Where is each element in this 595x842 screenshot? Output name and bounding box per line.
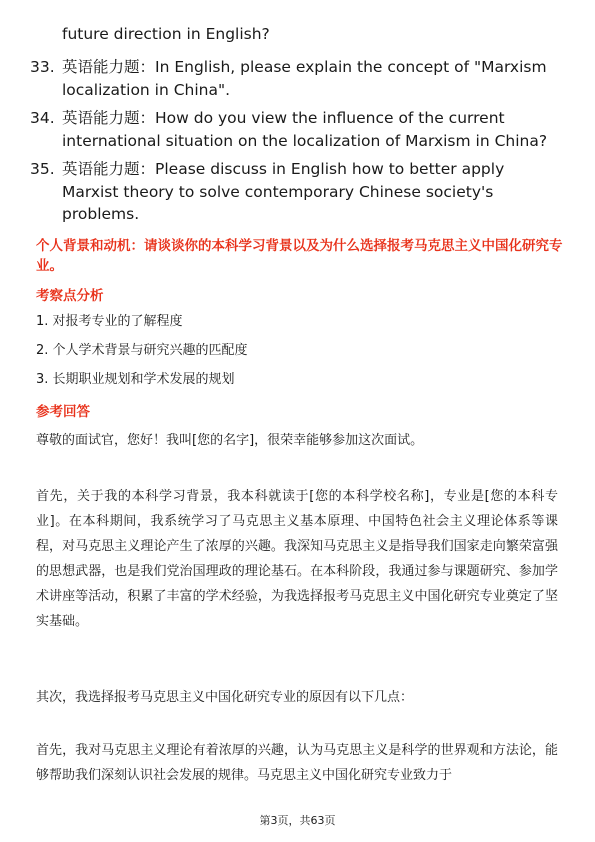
question-text: 英语能力题：Please discuss in English how to better apply Marxist theory to solve contemporary Chinese society's problems.: [62, 160, 505, 223]
question-number: 35.: [30, 160, 55, 178]
answer-paragraph: 尊敬的面试官，您好！我叫[您的名字]，很荣幸能够参加这次面试。: [36, 433, 424, 448]
answer-paragraph: 首先，关于我的本科学习背景，我本科就读于[您的本科学校名称]，专业是[您的本科专业]。在本科期间，我系统学习了马克思主义基本原理、中国特色社会主义理论体系等课程，对马克思主义理论产生了浓厚的兴趣。我深知马克思主义是指导我们国家走向繁荣富强的思想武器，也是我们党治国理政的理论基石。在本科阶段，我通过参与课题研究、参加学术讲座等活动，积累了丰富的学术经验，为我选择报考马克思主义中国化研究专业奠定了坚实基础。: [36, 489, 558, 629]
background-question-heading: 个人背景和动机：请谈谈你的本科学习背景以及为什么选择报考马克思主义中国化研究专业。: [36, 238, 563, 274]
analysis-point: 3. 长期职业规划和学术发展的规划: [36, 372, 235, 387]
page-number-footer: 第3页，共63页: [259, 814, 336, 827]
question-item: [30, 158, 560, 226]
question-number: 33.: [30, 58, 55, 76]
question-number: 34.: [30, 109, 55, 127]
analysis-point: 1. 对报考专业的了解程度: [36, 314, 183, 329]
answer-paragraph: 首先，我对马克思主义理论有着浓厚的兴趣，认为马克思主义是科学的世界观和方法论，能够帮助我们深刻认识社会发展的规律。马克思主义中国化研究专业致力于: [36, 743, 558, 783]
answer-heading: 参考回答: [36, 404, 90, 420]
analysis-heading: 考察点分析: [36, 288, 104, 304]
question-continuation: future direction in English?: [62, 25, 270, 43]
question-item: [30, 56, 560, 101]
answer-paragraph: 其次，我选择报考马克思主义中国化研究专业的原因有以下几点：: [36, 690, 414, 705]
analysis-point: 2. 个人学术背景与研究兴趣的匹配度: [36, 343, 248, 358]
question-item: [30, 107, 560, 152]
question-text: 英语能力题：How do you view the influence of the current international situation on the localization of Marxism in China?: [62, 109, 548, 150]
question-text: 英语能力题：In English, please explain the concept of "Marxism localization in China".: [62, 58, 547, 99]
